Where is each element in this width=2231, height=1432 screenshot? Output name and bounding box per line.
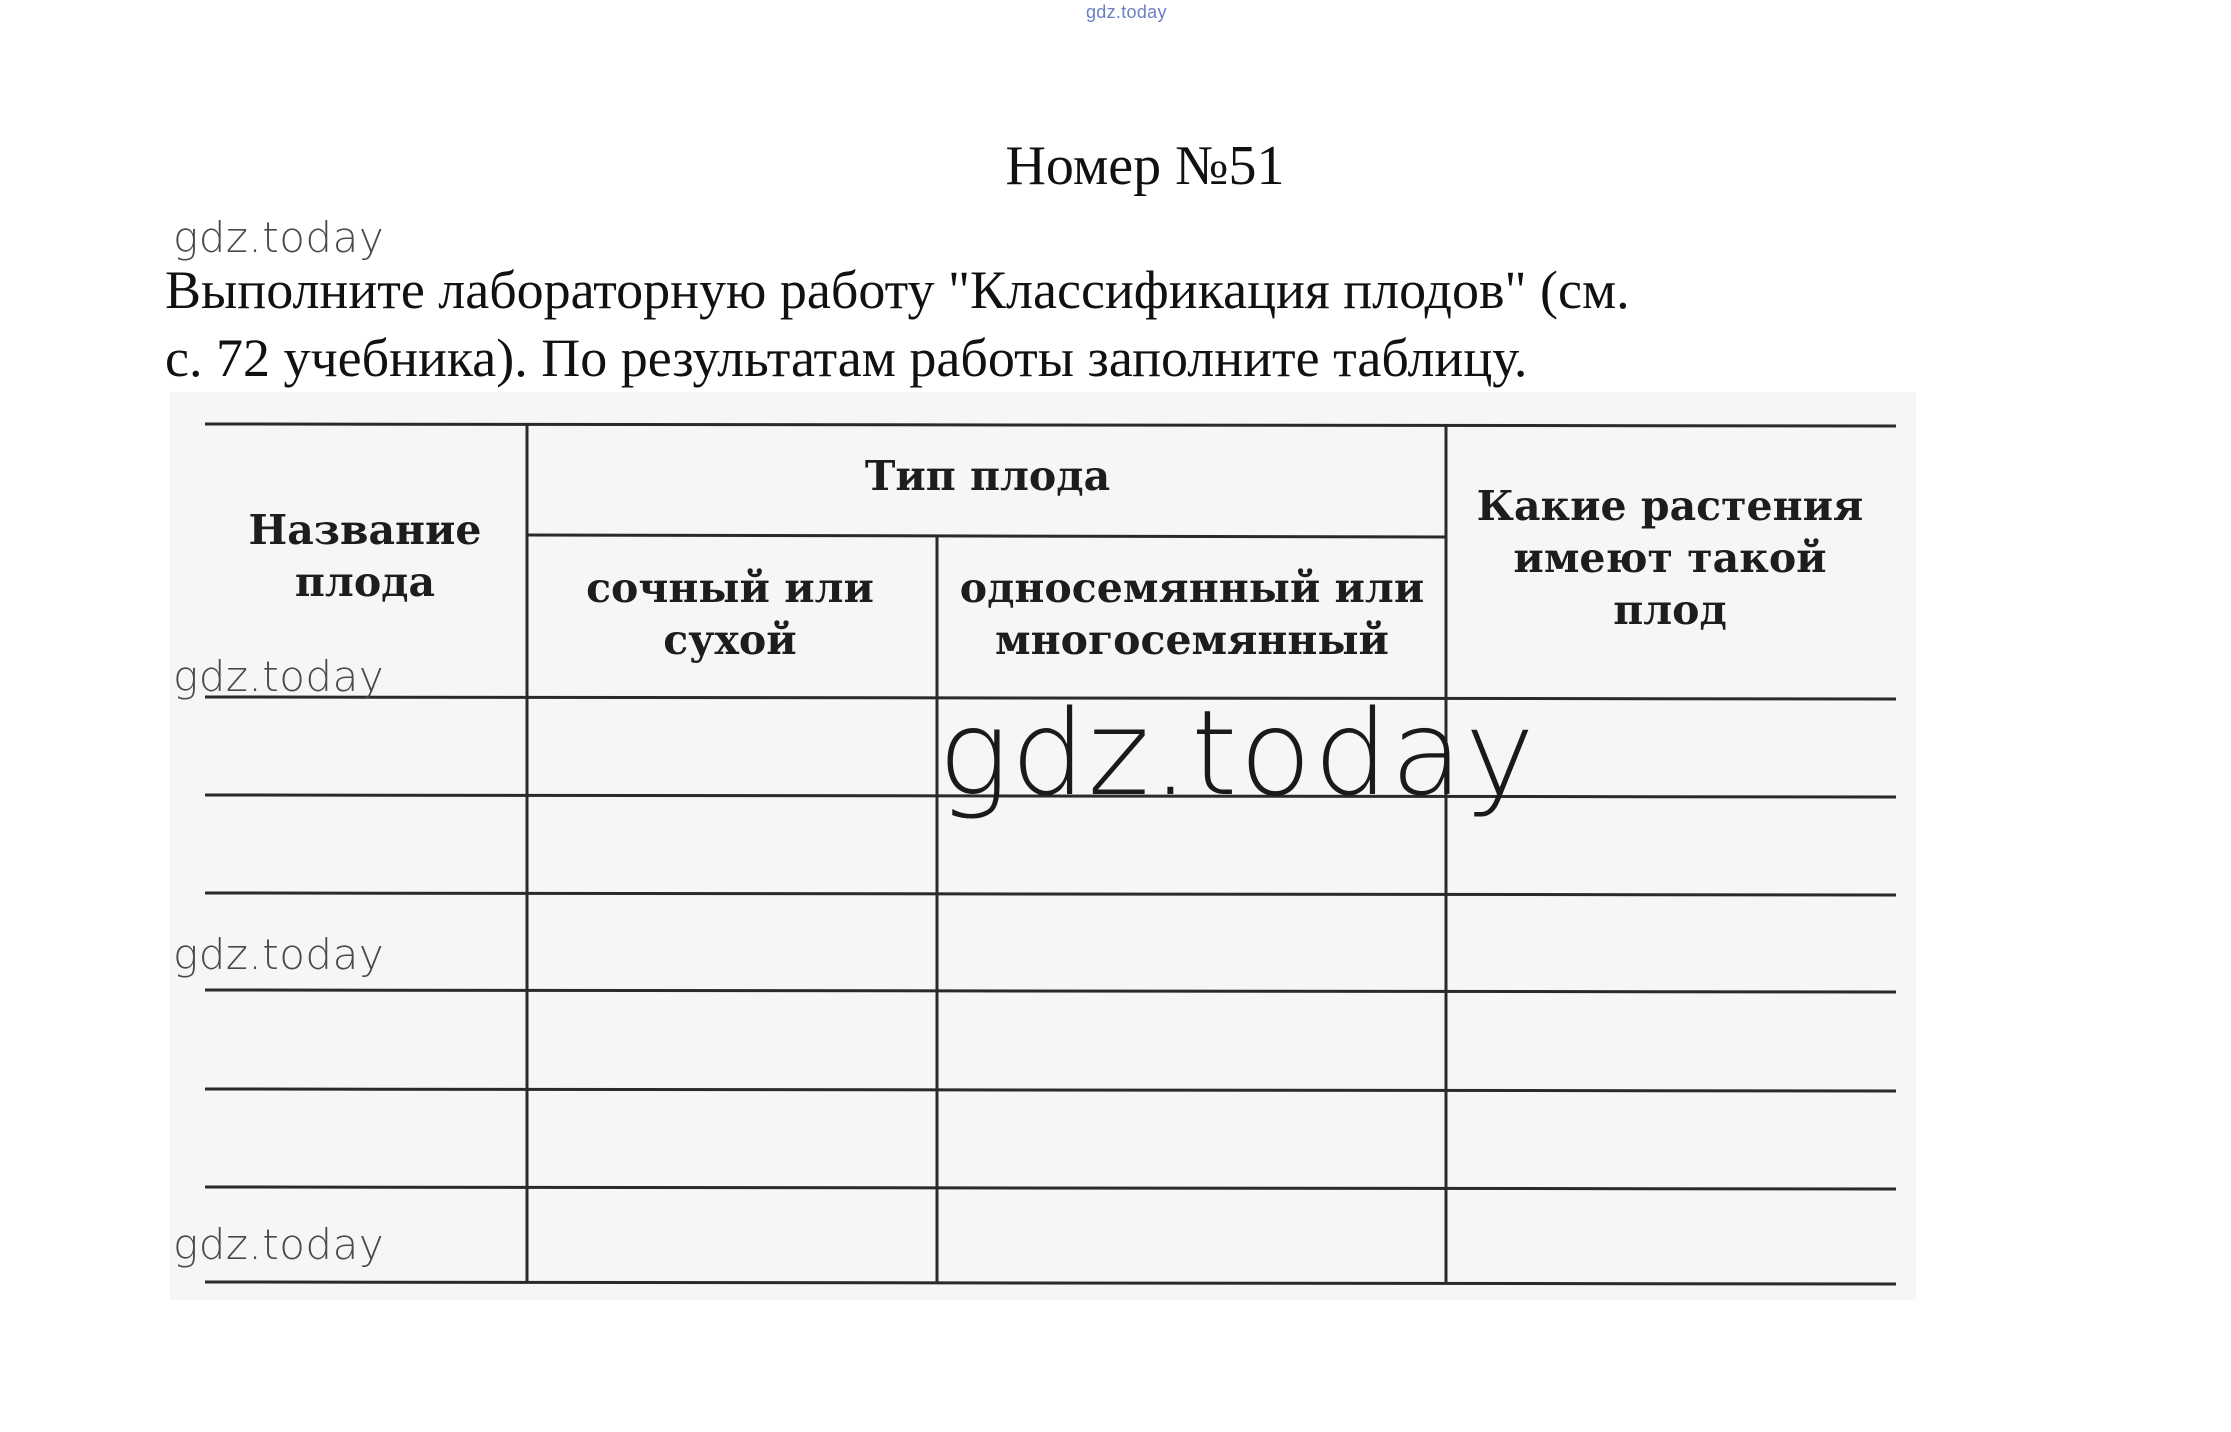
- watermark-4: gdz.today: [173, 1220, 385, 1269]
- header-juicy-dry-line1: сочный или: [586, 564, 874, 612]
- header-fruit-name: [228, 504, 502, 608]
- task-line-2: с. 72 учебника). По результатам работы заполните таблицу.: [165, 328, 1528, 388]
- watermark-big: gdz.today: [938, 684, 1537, 822]
- table-bottom-rule: [205, 1282, 1896, 1284]
- header-fruit-type: Тип плода: [864, 452, 1111, 500]
- watermark-1: gdz.today: [173, 213, 385, 262]
- row-rule-5: [205, 1187, 1896, 1189]
- header-plants: [1460, 480, 1880, 636]
- page-title: Номер №51: [1005, 135, 1285, 197]
- header-seed-count-line2: многосемянный: [995, 616, 1389, 664]
- header-plants-line1: Какие растения: [1476, 482, 1864, 530]
- watermark-2: gdz.today: [173, 652, 385, 701]
- header-plants-line3: плод: [1613, 586, 1727, 634]
- header-juicy-dry-line2: сухой: [663, 616, 797, 664]
- header-juicy-dry: [545, 562, 915, 666]
- watermark-3: gdz.today: [173, 930, 385, 979]
- top-watermark: gdz.today: [1086, 2, 1167, 22]
- header-seed-count: [948, 562, 1436, 666]
- header-fruit-name-line2: плода: [294, 558, 436, 606]
- header-seed-count-line1: односемянный или: [959, 564, 1425, 612]
- header-fruit-name-line1: Название: [248, 506, 482, 554]
- task-line-1: Выполните лабораторную работу "Классификация плодов" (см.: [165, 260, 1630, 320]
- header-plants-line2: имеют такой: [1513, 534, 1827, 582]
- row-rule-4: [205, 1089, 1896, 1091]
- row-rule-3: [205, 990, 1896, 992]
- header-sub-rule: [528, 535, 1446, 537]
- table-top-rule: [205, 424, 1896, 426]
- row-rule-2: [205, 893, 1896, 895]
